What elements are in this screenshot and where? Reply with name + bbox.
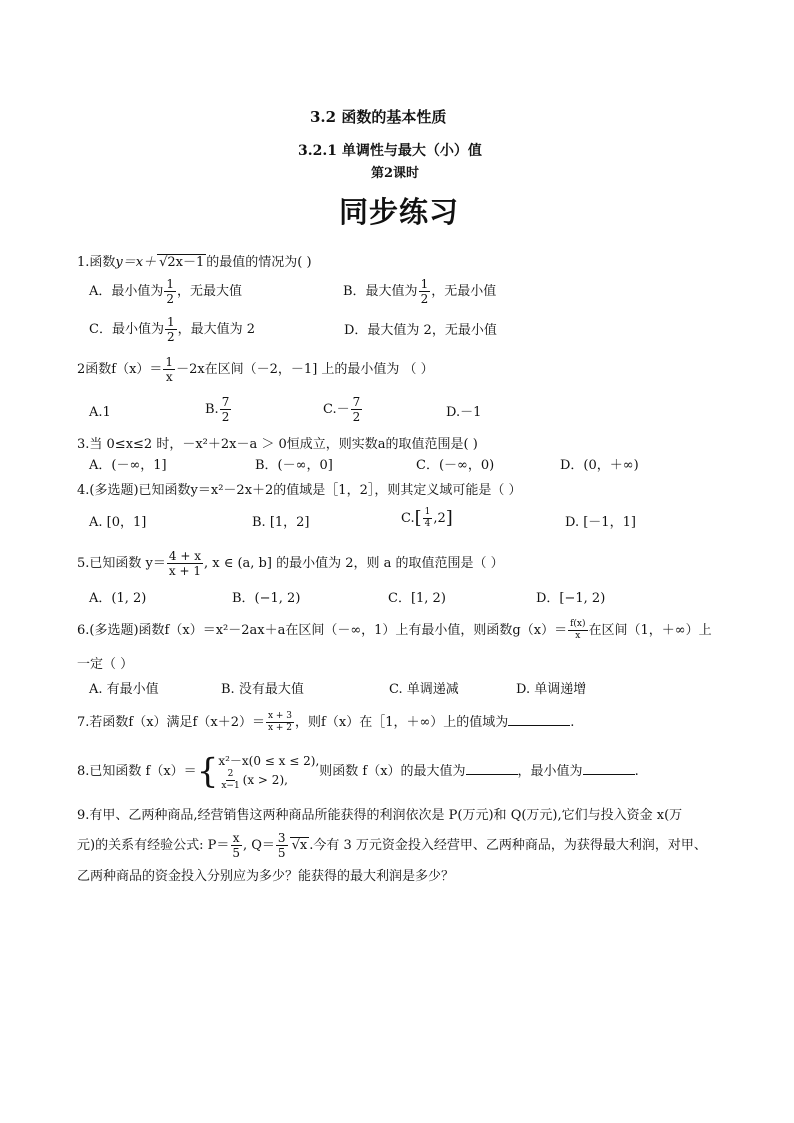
question-1-option-a: A．最小值为 $\frac{1}{2}$ ，无最大值 xyxy=(89,277,243,306)
question-3-option-a: A．(－∞，1] xyxy=(89,458,167,473)
question-8-stem: 8.已知函数 f（x）＝{ x²－x(0 ≤ x ≤ 2), $\frac{2}{x-1}$ (x > 2), 则函数 f（x）的最大值为 ，最小值为 . xyxy=(77,751,639,792)
question-3-option-c: C．(－∞，0) xyxy=(416,458,495,473)
question-2-option-d: D.－1 xyxy=(446,405,482,420)
question-9-line3: 乙两种商品的资金投入分别应为多少？能获得的最大利润是多少？ xyxy=(77,869,455,884)
question-3-option-b: B．(－∞，0] xyxy=(255,458,333,473)
lesson-heading: 第2课时 xyxy=(371,166,420,181)
answer-blank[interactable] xyxy=(508,725,570,726)
answer-blank-min[interactable] xyxy=(583,774,635,775)
answer-blank-max[interactable] xyxy=(466,774,518,775)
question-4-stem: 4.(多选题)已知函数y＝x²－2x＋2的值域是［1，2］，则其定义域可能是（ ） xyxy=(77,483,522,498)
question-9-line1: 9.有甲、乙两种商品,经营销售这两种商品所能获得的利润依次是 P(万元)和 Q(万元),它们与投入资金 x(万 xyxy=(77,808,683,823)
question-2-option-c: C.－ $\frac{7}{2}$ xyxy=(323,395,361,424)
question-9-line2: 元)的关系有经验公式: P＝ $\frac{x}{5}$ , Q＝ $\frac{3}{5}$ √x .今有 3 万元资金投入经营甲、乙两种商品，为获得最大利润，对甲、 xyxy=(77,831,707,860)
question-1-option-c: C．最小值为 $\frac{1}{2}$ ，最大值为 2 xyxy=(89,315,255,344)
question-5-option-a: A．(1, 2) xyxy=(89,591,147,606)
question-6-option-d: D. 单调递增 xyxy=(516,682,587,697)
question-4-option-a: A. [0，1] xyxy=(89,515,147,530)
question-6-stem: 6.(多选题)函数f（x）＝x²－2ax＋a在区间（－∞，1）上有最小值，则函数g（x）＝ $\frac{f(x)}{x}$ 在区间（1，＋∞）上 xyxy=(77,619,712,641)
question-4-option-d: D. [－1，1] xyxy=(565,515,636,530)
subsection-heading: 3.2.1 单调性与最大（小）值 xyxy=(298,143,482,159)
question-3-stem: 3.当 0≤x≤2 时，－x²＋2x－a ＞ 0恒成立，则实数a的取值范围是( ) xyxy=(77,437,478,452)
question-7-stem: 7.若函数f（x）满足f（x＋2）＝ $\frac{x + 3}{x + 2}$ ，则f（x）在［1，＋∞）上的值域为 . xyxy=(77,711,575,733)
question-2-option-b: B. $\frac{7}{2}$ xyxy=(205,395,230,424)
question-2-option-a: A.1 xyxy=(89,405,111,420)
question-6-option-a: A. 有最小值 xyxy=(89,682,159,697)
question-6-option-c: C. 单调递减 xyxy=(389,682,459,697)
question-4-option-b: B. [1，2] xyxy=(252,515,310,530)
question-5-option-d: D．[−1, 2) xyxy=(536,591,606,606)
question-6-stem-line2: 一定（ ） xyxy=(77,657,134,672)
question-6-option-b: B. 没有最大值 xyxy=(221,682,304,697)
question-5-stem: 5.已知函数 y＝ $\frac{4 + x}{x + 1}$ , x ∈ (a, b] 的最小值为 2，则 a 的取值范围是（ ） xyxy=(77,549,504,578)
question-1-option-d: D．最大值为 2，无最小值 xyxy=(344,323,497,338)
question-4-option-c: C.[ $\frac{1}{4}$ ,2] xyxy=(401,507,453,529)
page-title: 同步练习 xyxy=(339,195,460,229)
question-1-stem: 1.函数y＝x＋ √2x－1 的最值的情况为( ) xyxy=(77,255,312,270)
question-1-option-b: B．最大值为 $\frac{1}{2}$ ，无最小值 xyxy=(343,277,497,306)
question-5-option-b: B．(−1, 2) xyxy=(232,591,301,606)
question-5-option-c: C．[1, 2) xyxy=(388,591,446,606)
section-heading: 3.2 函数的基本性质 xyxy=(310,108,447,126)
question-2-stem: 2函数f（x）＝ $\frac{1}{x}$ －2x在区间（－2，－1] 上的最小值为 （ ） xyxy=(77,355,434,384)
question-3-option-d: D．(0，＋∞) xyxy=(560,458,639,473)
